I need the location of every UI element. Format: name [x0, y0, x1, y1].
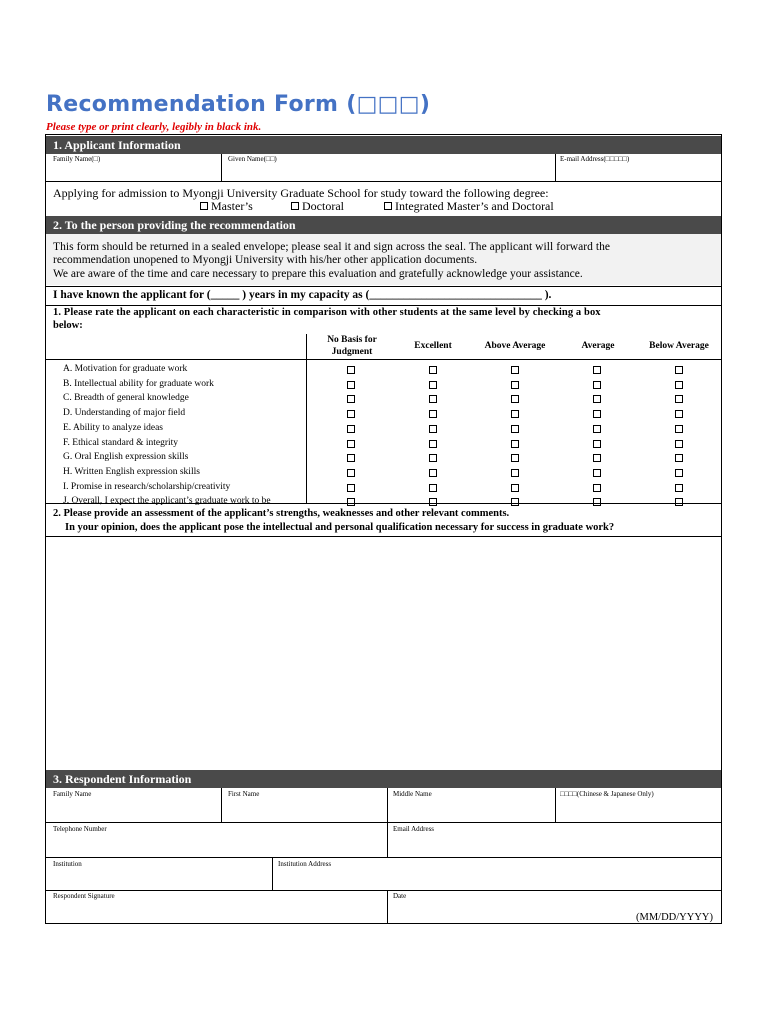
- rating-item-label: E. Ability to analyze ideas: [63, 422, 163, 433]
- rating-checkbox[interactable]: [511, 425, 519, 433]
- rating-item-label: G. Oral English expression skills: [63, 452, 189, 463]
- divider: [46, 286, 721, 287]
- rating-checkbox[interactable]: [429, 425, 437, 433]
- respondent-email-label: Email Address: [393, 825, 435, 833]
- column-no-basis: No Basis for Judgment: [327, 335, 377, 357]
- column-average: Average: [581, 341, 615, 351]
- divider: [46, 181, 721, 182]
- rating-checkbox[interactable]: [593, 410, 601, 418]
- divider: [46, 822, 721, 823]
- telephone-label: Telephone Number: [53, 825, 107, 833]
- rating-checkbox[interactable]: [593, 366, 601, 374]
- respondent-email-field[interactable]: [388, 834, 721, 857]
- rating-item-label: A. Motivation for graduate work: [63, 364, 188, 374]
- rating-checkbox[interactable]: [429, 366, 437, 374]
- rating-checkbox[interactable]: [347, 425, 355, 433]
- divider: [46, 857, 721, 858]
- rating-item-label: B. Intellectual ability for graduate work: [63, 378, 214, 389]
- rating-item-label: H. Written English expression skills: [63, 466, 200, 477]
- rating-checkbox[interactable]: [593, 484, 601, 492]
- family-name-label: Family Name(□): [53, 155, 101, 163]
- rating-checkbox[interactable]: [593, 454, 601, 462]
- notice-line-2: recommendation unopened to Myongji University with his/her other application documents.: [53, 254, 478, 266]
- rating-checkbox[interactable]: [593, 381, 601, 389]
- respondent-middle-name-field[interactable]: [388, 799, 555, 822]
- rating-checkbox[interactable]: [675, 410, 683, 418]
- divider: [46, 305, 721, 306]
- instruction-text: Please type or print clearly, legibly in black ink.: [46, 121, 262, 133]
- checkbox[interactable]: [200, 202, 208, 210]
- date-label: Date: [393, 892, 407, 900]
- rating-item-label: D. Understanding of major field: [63, 408, 186, 419]
- checkbox[interactable]: [291, 202, 299, 210]
- respondent-chinese-name-field[interactable]: [556, 799, 721, 822]
- checkbox[interactable]: [384, 202, 392, 210]
- rating-checkbox[interactable]: [511, 366, 519, 374]
- rating-checkbox[interactable]: [347, 410, 355, 418]
- notice-line-1: This form should be returned in a sealed envelope; please seal it and sign across the seal. The applicant will forward the: [53, 241, 611, 253]
- degree-option-integrated[interactable]: Integrated Master’s and Doctoral: [384, 199, 554, 214]
- section3-header: 3. Respondent Information: [46, 770, 721, 788]
- rating-checkbox[interactable]: [429, 395, 437, 403]
- rating-checkbox[interactable]: [347, 366, 355, 374]
- rating-item-label: F. Ethical standard & integrity: [63, 437, 179, 448]
- applicant-email-field[interactable]: [556, 163, 721, 181]
- known-applicant-line[interactable]: I have known the applicant for (_____ ) years in my capacity as (______________________________ ).: [53, 289, 552, 301]
- assessment-line-1: 2. Please provide an assessment of the applicant’s strengths, weaknesses and other relevant comments.: [53, 508, 510, 519]
- rating-checkbox[interactable]: [429, 381, 437, 389]
- rating-instruction-line-1: 1. Please rate the applicant on each characteristic in comparison with other students at the same level by checking a box: [53, 307, 601, 318]
- rating-instruction-line-2: below:: [53, 320, 83, 331]
- rating-checkbox[interactable]: [675, 425, 683, 433]
- assessment-line-2: In your opinion, does the applicant pose the intellectual and personal qualification necessary for success in graduate work?: [65, 522, 615, 533]
- rating-checkbox[interactable]: [429, 440, 437, 448]
- rating-checkbox[interactable]: [675, 484, 683, 492]
- rating-checkbox[interactable]: [593, 425, 601, 433]
- respondent-family-name-label: Family Name: [53, 790, 92, 798]
- rating-checkbox[interactable]: [593, 469, 601, 477]
- rating-checkbox[interactable]: [675, 395, 683, 403]
- rating-item-label: I. Promise in research/scholarship/creativity: [63, 481, 231, 492]
- rating-checkbox[interactable]: [511, 454, 519, 462]
- degree-option-doctoral[interactable]: Doctoral: [291, 199, 344, 214]
- rating-checkbox[interactable]: [429, 410, 437, 418]
- divider: [46, 890, 721, 891]
- given-name-label: Given Name(□□): [228, 155, 277, 163]
- telephone-field[interactable]: [46, 834, 387, 857]
- degree-option-masters[interactable]: Master’s: [200, 199, 253, 214]
- applying-text: Applying for admission to Myongji University Graduate School for study toward the following degree:: [53, 186, 549, 200]
- rating-checkbox[interactable]: [511, 395, 519, 403]
- rating-checkbox[interactable]: [593, 395, 601, 403]
- respondent-chinese-name-label: □□□□(Chinese & Japanese Only): [560, 790, 654, 798]
- respondent-first-name-field[interactable]: [222, 799, 387, 822]
- respondent-first-name-label: First Name: [228, 790, 260, 798]
- rating-checkbox[interactable]: [511, 484, 519, 492]
- divider: [306, 334, 307, 503]
- signature-label: Respondent Signature: [53, 892, 115, 900]
- applicant-given-name-field[interactable]: [222, 163, 555, 181]
- rating-checkbox[interactable]: [347, 484, 355, 492]
- divider: [46, 503, 721, 504]
- email-label: E-mail Address(□□□□□): [560, 155, 630, 163]
- assessment-comments-field[interactable]: [46, 537, 721, 769]
- applicant-family-name-field[interactable]: [46, 163, 221, 181]
- section1-header: 1. Applicant Information: [46, 136, 721, 154]
- rating-checkbox[interactable]: [511, 469, 519, 477]
- respondent-middle-name-label: Middle Name: [393, 790, 432, 798]
- rating-checkbox[interactable]: [347, 469, 355, 477]
- institution-label: Institution: [53, 860, 82, 868]
- rating-checkbox[interactable]: [347, 440, 355, 448]
- divider: [46, 359, 721, 360]
- institution-address-field[interactable]: [273, 868, 721, 890]
- rating-checkbox[interactable]: [511, 381, 519, 389]
- rating-checkbox[interactable]: [675, 440, 683, 448]
- notice-line-3: We are aware of the time and care necessary to prepare this evaluation and gratefully acknowledge your assistance.: [53, 268, 583, 280]
- rating-checkbox[interactable]: [511, 440, 519, 448]
- rating-checkbox[interactable]: [675, 381, 683, 389]
- section2-header: 2. To the person providing the recommendation: [46, 216, 721, 234]
- rating-checkbox[interactable]: [429, 469, 437, 477]
- rating-checkbox[interactable]: [675, 454, 683, 462]
- page-title: Recommendation Form (□□□): [46, 92, 431, 117]
- rating-item-label: J. Overall, I expect the applicant’s graduate work to be: [63, 496, 271, 507]
- rating-checkbox[interactable]: [429, 484, 437, 492]
- rating-checkbox[interactable]: [675, 366, 683, 374]
- signature-field[interactable]: [46, 901, 387, 923]
- rating-checkbox[interactable]: [347, 395, 355, 403]
- recommendation-form: [45, 134, 722, 924]
- rating-item-label: C. Breadth of general knowledge: [63, 393, 189, 404]
- rating-checkbox[interactable]: [347, 381, 355, 389]
- institution-address-label: Institution Address: [278, 860, 332, 868]
- date-format-hint: (MM/DD/YYYY): [636, 912, 713, 923]
- column-above-average: Above Average: [484, 341, 546, 351]
- rating-checkbox[interactable]: [511, 410, 519, 418]
- column-below-average: Below Average: [649, 341, 709, 351]
- institution-field[interactable]: [46, 868, 272, 890]
- respondent-family-name-field[interactable]: [46, 799, 221, 822]
- column-excellent: Excellent: [414, 341, 452, 351]
- rating-checkbox[interactable]: [593, 440, 601, 448]
- rating-checkbox[interactable]: [347, 454, 355, 462]
- rating-checkbox[interactable]: [429, 454, 437, 462]
- rating-checkbox[interactable]: [675, 469, 683, 477]
